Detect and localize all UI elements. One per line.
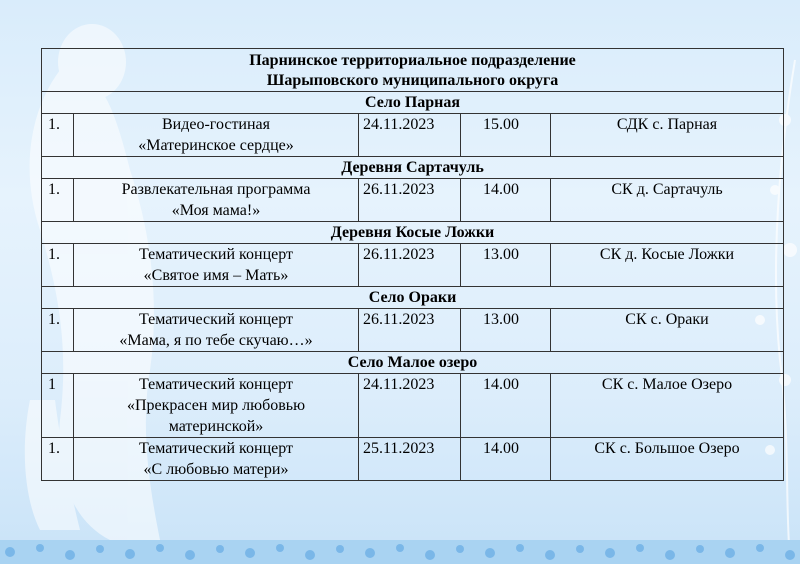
row-number: 1. [42, 309, 74, 352]
event-date: 24.11.2023 [359, 114, 461, 157]
event-place: СК с. Малое Озеро [551, 374, 784, 438]
table-row [42, 438, 784, 481]
section-title: Село Малое озеро [42, 352, 784, 374]
row-number: 1. [42, 114, 74, 157]
section-title: Деревня Сартачуль [42, 157, 784, 179]
row-number: 1. [42, 179, 74, 222]
event-name [74, 374, 359, 438]
header-line-2: Шарыповского муниципального округа [266, 72, 559, 89]
table-row [42, 309, 784, 352]
event-line: Тематический концерт [138, 311, 294, 328]
section-row [42, 352, 784, 374]
event-date: 26.11.2023 [359, 179, 461, 222]
event-line: материнской» [168, 418, 264, 435]
event-time: 14.00 [461, 374, 551, 438]
event-name [74, 244, 359, 287]
event-place: СК д. Сартачуль [551, 179, 784, 222]
event-line: «С любовью матери» [143, 461, 289, 478]
event-time: 13.00 [461, 309, 551, 352]
header-line-1: Парнинское территориальное подразделение [249, 52, 576, 69]
table-row [42, 114, 784, 157]
section-row [42, 157, 784, 179]
event-date: 25.11.2023 [359, 438, 461, 481]
event-time: 13.00 [461, 244, 551, 287]
event-name [74, 309, 359, 352]
event-line: «Мама, я по тебе скучаю…» [119, 332, 313, 349]
table-row [42, 244, 784, 287]
event-date: 24.11.2023 [359, 374, 461, 438]
section-title: Село Парная [42, 92, 784, 114]
event-line: «Материнское сердце» [138, 137, 294, 154]
event-line: «Прекрасен мир любовью [126, 397, 306, 414]
section-row [42, 92, 784, 114]
event-date: 26.11.2023 [359, 244, 461, 287]
event-line: Тематический концерт [138, 376, 294, 393]
table-row [42, 179, 784, 222]
event-line: Видео-гостиная [161, 116, 271, 133]
row-number: 1. [42, 244, 74, 287]
table-row [42, 374, 784, 438]
event-time: 15.00 [461, 114, 551, 157]
row-number: 1 [42, 374, 74, 438]
event-place: СДК с. Парная [551, 114, 784, 157]
bottom-flower-border [0, 540, 800, 564]
event-time: 14.00 [461, 438, 551, 481]
event-line: «Святое имя – Мать» [143, 267, 289, 284]
event-line: «Моя мама!» [171, 202, 261, 219]
event-place: СК с. Ораки [551, 309, 784, 352]
event-name [74, 438, 359, 481]
table-header [42, 49, 784, 92]
event-line: Развлекательная программа [121, 181, 311, 198]
event-name [74, 179, 359, 222]
event-place: СК с. Большое Озеро [551, 438, 784, 481]
event-line: Тематический концерт [138, 440, 294, 457]
event-place: СК д. Косые Ложки [551, 244, 784, 287]
section-row [42, 222, 784, 244]
section-title: Деревня Косые Ложки [42, 222, 784, 244]
schedule-table [41, 48, 784, 481]
section-row [42, 287, 784, 309]
event-name [74, 114, 359, 157]
event-date: 26.11.2023 [359, 309, 461, 352]
event-time: 14.00 [461, 179, 551, 222]
event-line: Тематический концерт [138, 246, 294, 263]
section-title: Село Ораки [42, 287, 784, 309]
header-cell [42, 49, 784, 92]
row-number: 1. [42, 438, 74, 481]
